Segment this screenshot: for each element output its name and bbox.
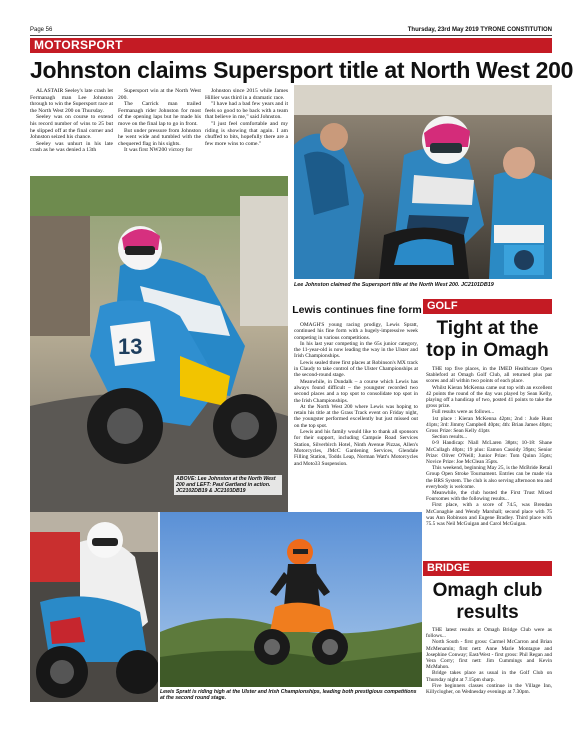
paragraph: ALASTAIR Seeley's late crash let Fermanagh man Lee Johnston through to win the Supersport race at the North West 200 on Thursday. — [30, 88, 113, 114]
header-rule — [30, 35, 552, 36]
gartland-illustration — [30, 512, 158, 702]
paragraph: Bridge takes place as usual in the Golf Club on Thursday night at 7.15pm sharp. — [426, 670, 552, 683]
section-tag-bridge: BRIDGE — [423, 561, 552, 576]
paragraph: But under pressure from Johnston he went wide and tumbled with the chequered flag in his sights. — [118, 127, 201, 147]
paragraph: Whilst Kieran McKenna came out top with an excellent 42 points the round of the day was played by Sean Kelly, playing off a handicap of two, posted 41 points to take the gross prize. — [426, 384, 552, 410]
garage-illustration — [294, 85, 552, 279]
paragraph: It was first NW200 victory for — [124, 147, 193, 154]
photo-johnston-garage — [294, 85, 552, 279]
caption-johnston-gartland: ABOVE: Lee Johnston at the North West 200 and LEFT: Paul Gartland in action. JC2102DB19 & JC2103DB19 — [174, 475, 282, 495]
section-tag-golf: GOLF — [423, 299, 552, 314]
lewis-article — [294, 322, 418, 467]
motocross-illustration — [160, 512, 422, 687]
article-column-2 — [118, 88, 201, 154]
paragraph: This weekend, beginning May 25, is the McBride Retail Group Open Stroke Tournament. Entries can be made via the BRS System. The club is also serving afternoon tea and everybody is welcome. — [426, 465, 552, 490]
article-column-3 — [205, 88, 288, 147]
article-column-1 — [30, 88, 113, 154]
paragraph: Seeley was on course to extend his record number of wins to 25 but he slipped off at the final corner and Johnston seized his chance. — [30, 114, 113, 141]
paragraph: "I have had a bad few years and it feels so good to be back with a team that believe in me," said Johnston. — [205, 101, 288, 121]
paragraph: OMAGH'S young racing prodigy, Lewis Spratt, continued his fine form with a hugely-impressive week competing in various competitions. — [294, 322, 418, 341]
caption-johnston-garage: Lee Johnston claimed the Supersport title at the North West 200. JC2101DB19 — [294, 282, 494, 288]
paragraph: Lewis sealed three first places at Robinson's MX track in Claudy to take control of the Ulster Championships at the second-round stage. — [294, 359, 418, 379]
paragraph: Section results... — [432, 434, 468, 441]
caption-lewis-spratt: Lewis Spratt is riding high at the Ulster and Irish Championships, leading both prestigious competitions at the second round stage. — [160, 689, 417, 701]
photo-johnston-track — [30, 176, 288, 512]
paragraph: Lewis and his family would like to thank all sponsors for their support, including Campsie Road Services Station, Silverbirch Hotel, Ninth Avenue Pizzas, Allen's Motorcycles, JMcC Gardening Services, Glendale Filling Station, Todds Leap, Norman Watt's Motorcycles and Moto33 Suspension. — [294, 429, 418, 467]
paragraph: Meanwhile, in Dundalk – a course which Lewis has always found difficult – the youngster recorded two second places and a top spot to consolidate top spot in the Irish Championships. — [294, 378, 418, 404]
section-tag-motorsport: MOTORSPORT — [30, 38, 552, 53]
photo-lewis-spratt — [160, 512, 422, 687]
page-header — [30, 24, 552, 36]
paragraph: 0-9 Handicap: Niall McLaren 38pts; 10-18: Shane McCullagh 40pts; 19 plus: Eamon Cassidy 39pts; Senior Prize: Oliver O'Neill; Junior Prize: Tom Quinn 35pts; Novice Prize: Joe McClean 35pts. — [426, 440, 552, 466]
paragraph: Five beginners classes continue in the Village Inn, Killyclogher, on Wednesday evenings at 7.30pm. — [426, 682, 552, 696]
bridge-article — [426, 627, 552, 695]
paragraph: At the North West 200 where Lewis was hoping to retain his title at the Grass Track event on Friday night, the youngster performed excellently but just missed out on the top spot. — [294, 403, 418, 429]
paragraph: Full results were as follows... — [432, 409, 495, 416]
page-number: Page 56 — [30, 27, 53, 33]
golf-headline: Tight at the top in Omagh — [426, 318, 549, 361]
golf-article — [426, 366, 552, 527]
paragraph: "I just feel comfortable and my riding is showing that again. I am chuffed to bits, hopefully there are a few more wins to come." — [205, 120, 288, 147]
paragraph: THE top five places, in the IMED Healthcare Open Stableford at Omagh Golf Club, all returned plus par scores and all within two points of each place. — [426, 366, 552, 385]
paragraph: Supersport win at the North West 200. — [118, 88, 201, 101]
paragraph: Johnston since 2015 while James Hillier was third in a dramatic race. — [205, 88, 288, 101]
bridge-headline: Omagh club results — [432, 580, 543, 623]
paragraph: North South - first gross: Carmel McCarron and Brian McMenamin; first nett: Anne Marie Montague and Josephine Conway; East/West - first gross: Phil Regan and Vera Corry; first nett: Jim Cummings and Kevin McMahon. — [426, 639, 552, 671]
paragraph: In his last year competing in the 65s junior category, the 11-year-old is now leading the way in the Ulster and Irish Championships. — [294, 340, 418, 360]
lewis-headline: Lewis continues fine form — [292, 304, 422, 316]
bike-number: 13 — [118, 334, 143, 359]
paragraph: First place, with a score of 74.5, was Brendan McConaghie and Wendy Marshall; second place with 75 was Ann Robinson and Eugene Bradley. Third place with 75.5 was Neil McGuigan and Carol McGuigan. — [426, 502, 552, 528]
paragraph: The Carrick man trailed Fermanagh rider Johnston for most of the opening laps but he made his move on the final lap to go in front. — [118, 101, 201, 127]
track-illustration — [30, 176, 288, 512]
photo-gartland — [30, 512, 158, 702]
main-headline: Johnston claims Supersport title at North West 200 — [30, 57, 574, 83]
paragraph: Seeley was unhurt in his late crash as he was denied a 13th — [30, 140, 113, 154]
paragraph: Meanwhile, the club hosted the First Trust Mixed Foursomes with the following results... — [426, 490, 552, 503]
paragraph: THE latest results at Omagh Bridge Club were as follows... — [426, 627, 552, 640]
paragraph: 1st place : Kieran McKenna 42pts; 2nd : Jude Hunt 41pts; 3rd: Jimmy Campbell 40pts; 4th: Brian James 40pts; Gross Prize: Sean Kelly 41pts — [426, 415, 552, 435]
dateline: Thursday, 23rd May 2019 TYRONE CONSTITUTION — [407, 27, 552, 33]
